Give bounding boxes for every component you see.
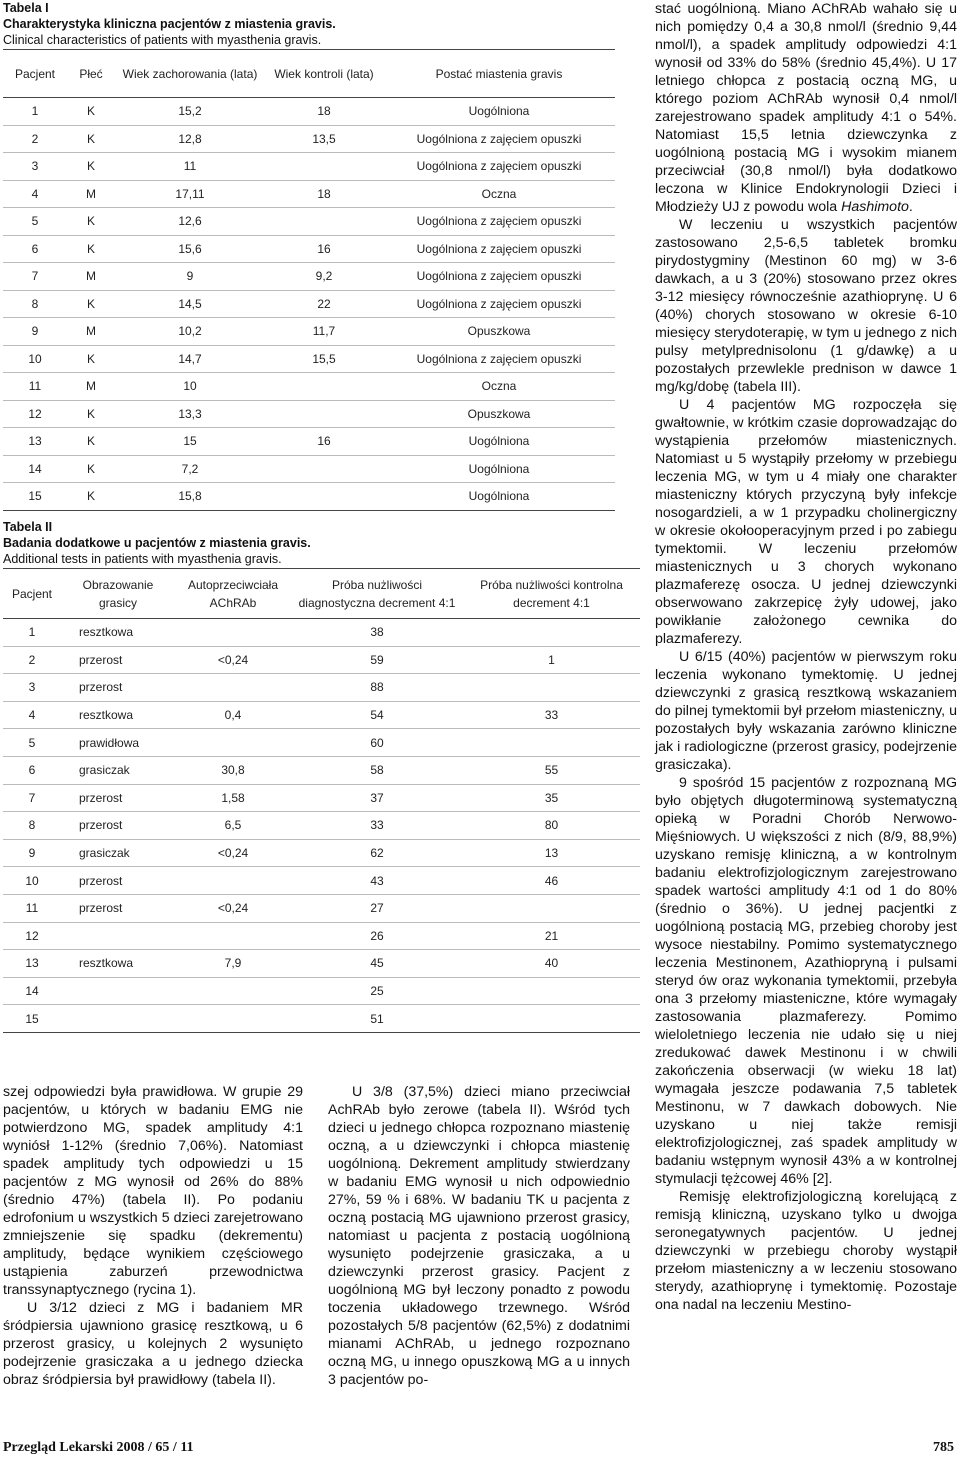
table-cell: Uogólniona (468, 434, 530, 449)
table2-column-header (463, 569, 640, 619)
table-row (3, 208, 615, 236)
table-row (3, 977, 640, 1005)
table-row (3, 455, 615, 483)
table-cell: 2 (28, 652, 36, 667)
paragraph: W leczeniu u wszystkich pacjentów zastosowano 2,5-6,5 tabletek bromku pirydostygminy (Mestinon 60 mg) w 3-6 dawkach, a u 3 (20%) stosowano przez okres 3-12 miesięcy równocześnie azathioprynę. U 6 (40%) chorych stosowano w okresie 6-10 miesięcy sterydoterapię, w tym u jednego z nich pulsy metylprednisolonu (1 g/dawkę) a u pozostałych przewlekle prednison w dawce 1 mg/kg/dobę (tabela III). (655, 217, 957, 395)
table-row (3, 812, 640, 840)
table-cell: 8 (31, 296, 39, 311)
table-cell (175, 977, 291, 1005)
table-cell: 51 (370, 1011, 384, 1026)
page-number: 785 (933, 1440, 954, 1455)
table-cell: Uogólniona (468, 104, 530, 119)
table-cell (463, 1005, 640, 1033)
table-row (3, 373, 615, 401)
table-cell (463, 729, 640, 757)
table-cell (265, 483, 383, 511)
table-cell: 40 (544, 956, 559, 971)
table-cell: przerost (79, 873, 123, 888)
table-cell (61, 977, 175, 1005)
table-row (3, 729, 640, 757)
table1-column-header: Wiek zachorowania (lata) (122, 66, 258, 81)
table-cell: 12 (28, 406, 42, 421)
table-cell: 59 (370, 652, 384, 667)
table-cell: 11,7 (312, 324, 336, 339)
table-cell: Oczna (481, 186, 517, 201)
table-cell: 14,5 (178, 296, 202, 311)
table1-subtitle-en: Clinical characteristics of patients with myasthenia gravis. (3, 33, 322, 47)
table1-header-row (3, 50, 615, 98)
table-cell: 17,11 (175, 186, 205, 201)
table-cell: 16 (317, 241, 331, 256)
table-cell: 38 (370, 625, 384, 640)
table-row (3, 756, 640, 784)
table-cell: 25 (370, 984, 384, 999)
table-cell: 13 (28, 434, 42, 449)
table-row (3, 922, 640, 950)
table-cell: 4 (28, 708, 36, 723)
paragraph: U 4 pacjentów MG rozpoczęła się gwałtownie, w krótkim czasie doprowadzając do wystąpienia przełomów miastenicznych. Natomiast u 5 wystąpiły przełomy w przebiegu leczenia MG, w tym u 4 miały one charakter miasteniczny których przyczyną były infekcje nosogardzieli, a w 1 przypadku cholinergiczny w okresie okołooperacyjnym przed i po zabiegu tymektomii. W leczeniu przełomów miastenicznych u 3 chorych wykonano plazmaferezę osocza. U jednej dziewczynki obserwowano zakrzepicę żyły udowej, jako powikłanie założonego cewnika do plazmaferezy. (655, 397, 957, 647)
table-cell: <0,24 (217, 846, 249, 861)
table-cell: 14 (28, 461, 42, 476)
table2-subtitle-pl: Badania dodatkowe u pacjentów z miastenia gravis. (3, 536, 311, 550)
table-cell: 11 (25, 901, 39, 916)
table-cell: <0,24 (217, 901, 249, 916)
table2-column-header (3, 569, 61, 619)
table-row (3, 894, 640, 922)
table-row (3, 784, 640, 812)
header-line: AChRAb (209, 595, 257, 610)
table-cell: 7 (28, 790, 36, 805)
table-cell: 1 (28, 625, 36, 640)
table-cell (265, 208, 383, 236)
table1-body (3, 98, 615, 511)
text-column-middle (328, 1083, 630, 1389)
table-row (3, 619, 640, 647)
table-cell: 0,4 (224, 708, 242, 723)
table-cell (175, 867, 291, 895)
table-cell (265, 400, 383, 428)
table-row (3, 400, 615, 428)
table-cell (175, 619, 291, 647)
table-cell: 58 (370, 763, 384, 778)
table-cell: 35 (544, 790, 559, 805)
table-cell: przerost (79, 818, 123, 833)
table2 (3, 568, 643, 1033)
header-line: Próba nużliwości (331, 577, 423, 592)
table-cell: 7,2 (181, 461, 199, 476)
table-cell: M (86, 379, 96, 394)
table-cell: 80 (544, 818, 559, 833)
table2-column-header (61, 569, 175, 619)
table1-title: Tabela I (3, 1, 49, 15)
table-cell: grasiczak (79, 846, 130, 861)
table-cell: 9 (28, 846, 36, 861)
table-cell: 15 (25, 1011, 39, 1026)
header-line: grasicy (98, 595, 137, 610)
header-line: Autoprzeciwciała (187, 577, 279, 592)
table-row (3, 125, 615, 153)
table2-caption (3, 519, 643, 567)
table-cell: M (86, 186, 96, 201)
table-cell: K (86, 159, 95, 174)
table-row (3, 428, 615, 456)
paragraph: U 6/15 (40%) pacjentów w pierwszym roku leczenia wykonano tymektomię. U jednej dziewczynki z grasicą resztkową wskazaniem do pilnej tymektomii był przełom miasteniczny, u pozostałych były wskazania zarówno kliniczne jak i radiologiczne (przerost grasicy, podejrzenie grasiczaka). (655, 649, 957, 773)
table-cell: M (86, 269, 96, 284)
table-cell: Opuszkowa (467, 324, 531, 339)
table-cell (463, 619, 640, 647)
table-cell: 30,8 (221, 763, 245, 778)
table-cell: 3 (28, 680, 36, 695)
table-row (3, 318, 615, 346)
header-line: Pacjent (11, 586, 53, 601)
table-cell: 6,5 (224, 818, 242, 833)
table-cell: 26 (370, 928, 384, 943)
table1 (3, 49, 643, 511)
table-cell (463, 977, 640, 1005)
table1-column-header: Wiek kontroli (lata) (274, 66, 374, 81)
table-cell: 62 (370, 846, 384, 861)
table-cell: K (86, 131, 95, 146)
table-row (3, 839, 640, 867)
table-cell: 16 (317, 434, 331, 449)
table-cell: K (86, 214, 95, 229)
header-line: Obrazowanie (82, 577, 154, 592)
table-cell: Uogólniona z zajęciem opuszki (416, 351, 582, 366)
table-cell: przerost (79, 901, 123, 916)
table-cell: 15,2 (178, 104, 202, 119)
table-cell: resztkowa (79, 708, 134, 723)
table-cell: <0,24 (217, 652, 249, 667)
table-cell (175, 674, 291, 702)
table-cell: 11 (28, 379, 42, 394)
table2-header-row (3, 569, 640, 619)
table-cell: 12,8 (178, 131, 202, 146)
table-cell: 12,6 (178, 214, 202, 229)
table-cell: K (86, 434, 95, 449)
table-cell: K (86, 241, 95, 256)
table-cell: 4 (31, 186, 39, 201)
table-cell (463, 674, 640, 702)
table2-column-header (291, 569, 463, 619)
table-cell: 5 (28, 735, 36, 750)
table1-subtitle-pl: Charakterystyka kliniczna pacjentów z miastenia gravis. (3, 17, 336, 31)
table-row (3, 1005, 640, 1033)
header-line: Próba nużliwości kontrolna (480, 577, 623, 592)
table-cell: 18 (317, 186, 331, 201)
table2-column-header (175, 569, 291, 619)
table-cell: M (86, 324, 96, 339)
table-cell: K (86, 351, 95, 366)
table-cell: 21 (544, 928, 559, 943)
journal-footer: Przegląd Lekarski 2008 / 65 / 11 (3, 1440, 194, 1455)
table-cell (175, 922, 291, 950)
table-cell: 12 (25, 928, 39, 943)
table-cell: 43 (370, 873, 384, 888)
paragraph-text: stać uogólnioną. Miano AChRAb wahało się u nich pomiędzy 0,4 a 30,8 nmol/l (średnio 9,44 nmol/l), a spadek amplitudy odpowiedzi 4:1 wynosił od 33% do 58% (średnio 45,4%). U 17 letniego chłopca z postacią oczną MG, u którego poziom AChRAb wynosił 0,4 nmol/l zarejestrowano spadek amplitudy 4:1 o 54%. Natomiast 15,5 letnia dziewczynka z uogólnioną postacią MG i wysokim mianem przeciwciał (30,8 nmol/l) była dodatkowo leczona w Klinice Endokrynologii Dzieci i Młodzieży UJ z powodu wola (655, 1, 957, 215)
table-cell: 14 (25, 984, 39, 999)
paragraph: U 3/12 dzieci z MG i badaniem MR śródpiersia ujawniono grasicę resztkową, u 6 przerost grasicy, u kolejnych 2 wysunięto podejrzenie grasiczaka a u jednego dziecka obraz śródpiersia był prawidłowy (tabela II). (3, 1300, 303, 1388)
italic-term: Hashimoto (841, 199, 909, 215)
table-cell: przerost (79, 652, 123, 667)
table-cell: Uogólniona z zajęciem opuszki (416, 241, 582, 256)
table-cell: 46 (544, 873, 559, 888)
table-row (3, 153, 615, 181)
table-cell: 1,58 (221, 790, 245, 805)
text-column-right (655, 0, 957, 1314)
table-cell: Uogólniona z zajęciem opuszki (416, 214, 582, 229)
table-cell: Uogólniona z zajęciem opuszki (416, 131, 582, 146)
table-cell: 45 (370, 956, 384, 971)
table-cell: 27 (370, 901, 384, 916)
table-cell: 88 (370, 680, 384, 695)
table-cell: 22 (317, 296, 331, 311)
table-cell: 9 (31, 324, 39, 339)
table-cell: 14,7 (178, 351, 202, 366)
table-cell: 37 (370, 790, 384, 805)
table-cell: 3 (31, 159, 39, 174)
table-cell: Uogólniona (468, 489, 530, 504)
table-row (3, 290, 615, 318)
table-cell: 2 (31, 131, 39, 146)
table-cell: 15 (28, 489, 42, 504)
table-cell: K (86, 296, 95, 311)
table-cell: K (86, 406, 95, 421)
table-cell: K (86, 461, 95, 476)
table-cell: 7 (31, 269, 39, 284)
table-cell (61, 1005, 175, 1033)
table-cell: przerost (79, 790, 123, 805)
table-cell: 10 (183, 379, 197, 394)
table-cell: Uogólniona z zajęciem opuszki (416, 269, 582, 284)
table1-caption (3, 0, 643, 48)
table-cell: 54 (370, 708, 384, 723)
table1-column-header: Postać miastenia gravis (435, 66, 563, 81)
table-cell (175, 729, 291, 757)
table-cell: K (86, 104, 95, 119)
table-cell: 9,2 (315, 269, 333, 284)
table-cell: przerost (79, 680, 123, 695)
table-cell: 11 (183, 159, 197, 174)
table-cell: Uogólniona z zajęciem opuszki (416, 159, 582, 174)
table-row (3, 180, 615, 208)
text-column-left (3, 1083, 303, 1389)
table-row (3, 867, 640, 895)
table-cell: 10,2 (178, 324, 202, 339)
table-cell: 10 (25, 873, 39, 888)
table-cell: K (86, 489, 95, 504)
table-cell: 13,3 (178, 406, 202, 421)
paragraph: szej odpowiedzi była prawidłowa. W grupie 29 pacjentów, u których w badaniu EMG nie potwierdzono MG, spadek amplitudy 4:1 wyniósł 1-12% (średnio 7,06%). Natomiast spadek amplitudy tych odpowiedzi u 15 pacjentów z MG wynosił od 26% do 88% (średnio 47%) (tabela II). Po podaniu edrofonium u wszystkich 5 dzieci zarejetrowano zmniejszenie się spadku (dekrementu) amplitudy, będące wynikiem częściowego ustąpienia zaburzeń przewodnictwa transsynaptycznego (rycina 1). (3, 1084, 303, 1298)
table-cell: 6 (28, 763, 36, 778)
table-cell: 1 (548, 652, 555, 667)
table-cell: 13 (25, 956, 39, 971)
table-row (3, 98, 615, 126)
table-cell: Uogólniona (468, 461, 530, 476)
table-cell: Opuszkowa (467, 406, 531, 421)
table-cell: 18 (317, 104, 331, 119)
header-line: diagnostyczna decrement 4:1 (298, 595, 456, 610)
table-row (3, 263, 615, 291)
table-row (3, 701, 640, 729)
table-cell (265, 373, 383, 401)
table-cell: 60 (370, 735, 384, 750)
table-cell: resztkowa (79, 956, 134, 971)
table-cell: 33 (370, 818, 384, 833)
table-row (3, 950, 640, 978)
table-cell: 8 (28, 818, 36, 833)
table-cell (463, 894, 640, 922)
table-cell: 15 (183, 434, 197, 449)
table-cell (61, 922, 175, 950)
table-cell: 15,8 (178, 489, 202, 504)
table-cell: prawidłowa (79, 735, 140, 750)
table-cell (265, 153, 383, 181)
header-line: decrement 4:1 (513, 595, 590, 610)
table2-title: Tabela II (3, 520, 53, 534)
table-cell: 55 (544, 763, 559, 778)
paragraph: U 3/8 (37,5%) dzieci miano przeciwciał AchRAb było zerowe (tabela II). Wśród tych dzieci u jednego chłopca rozpoznano miastenię oczną, a u dziewczynki i chłopca miastenię uogólnioną. Dekrement amplitudy stwierdzany w badaniu EMG wynosił u nich odpowiednio 27%, 59 % i 68%. W badaniu TK u pacjenta z oczną postacią MG ujawniono przerost grasicy, natomiast u pacjenta z postacią uogólnioną wysunięto podejrzenie grasiczaka, a u dziewczynki przerost grasicy. Pacjent z uogólnioną MG był leczony ponadto z powodu toczenia układowego trzewnego. Wśród pozostałych 5/8 pacjentów (62,5%) z dodatnimi mianami AChRAb, u jednego rozpoznano oczną MG, u innego opuszkową MG a u innych 3 pacjentów po- (328, 1084, 630, 1388)
table-cell: 10 (28, 351, 42, 366)
table-cell (265, 455, 383, 483)
table2-subtitle-en: Additional tests in patients with myasthenia gravis. (3, 552, 282, 566)
table-row (3, 646, 640, 674)
table2-body (3, 619, 640, 1033)
table-cell: 15,5 (312, 351, 336, 366)
paragraph-text: . (908, 199, 913, 215)
table1-column-header: Pacjent (14, 66, 56, 81)
table-cell: resztkowa (79, 625, 134, 640)
table-row (3, 483, 615, 511)
table-row (3, 235, 615, 263)
table-row (3, 345, 615, 373)
paragraph (655, 0, 957, 216)
table-row (3, 674, 640, 702)
table-cell: Oczna (481, 379, 517, 394)
table-cell: 33 (544, 708, 559, 723)
paragraph: Remisję elektrofizjologiczną korelującą z remisją kliniczną, uzyskano tylko u dwojga seronegatywnych pacjentów. U jednej dziewczynki w przebiegu choroby wystąpił przełom miasteniczny a w leczeniu stosowano sterydy, azathioprynę i tymektomię. Pozostaje ona nadal na leczeniu Mestino- (655, 1189, 957, 1313)
table-cell: 1 (31, 104, 39, 119)
table-cell: 7,9 (224, 956, 242, 971)
table-cell: 9 (186, 269, 194, 284)
table-cell: 6 (31, 241, 39, 256)
table-cell (175, 1005, 291, 1033)
table-cell: grasiczak (79, 763, 130, 778)
table-cell: 15,6 (178, 241, 202, 256)
table-cell: 13,5 (312, 131, 336, 146)
table1-column-header: Płeć (79, 66, 103, 81)
table-cell: 13 (544, 846, 559, 861)
paragraph: 9 spośród 15 pacjentów z rozpoznaną MG było objętych długoterminową systematyczną opieką w Poradni Chorób Nerwowo-Mięśniowych. U większości z nich (8/9, 88,9%) uzyskano remisję kliniczną, a w kontrolnym badaniu elektrofizjologicznym zarejestrowano spadek wartości amplitudy 4:1 od 1 do 80% (średnio o 36%). U jednej pacjentki z uogólnioną postacią MG, przebieg choroby jest wysoce niestabilny. Pomimo systematycznego leczenia Mestinonem, Azathiopryną i pulsami steryd ów oraz wykonania tymektomii, przebyła ona 3 przełomy miasteniczne, które wymagały zastosowania plazmaferezy. Pomimo wieloletniego leczenia nie udało się u niej zredukować dawek Mestinonu i w chwili zakończenia obserwacji (w wieku 18 lat) wymagała jeszcze podawania 7,5 tabletek Mestinonu, w 7 dawkach dobowych. Nie uzyskano u niej także remisji elektrofizjologicznej, zaś spadek amplitudy w badaniu wstępnym wynosił 43% a w kontrolnej stymulacji tężcowej 46% [2]. (655, 775, 957, 1187)
table-cell: 5 (31, 214, 39, 229)
table-cell: Uogólniona z zajęciem opuszki (416, 296, 582, 311)
